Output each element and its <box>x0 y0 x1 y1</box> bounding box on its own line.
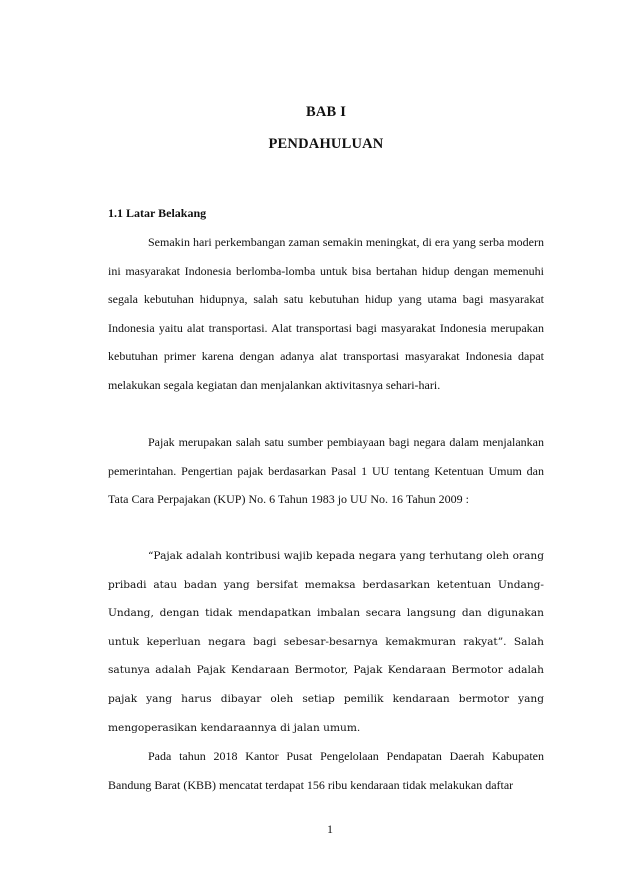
paragraph: Pajak merupakan salah satu sumber pembiayaan bagi negara dalam menjalankan pemerintahan. Pengertian pajak berdasarkan Pasal 1 UU tentang Ketentuan Umum dan Tata Cara Perpajakan (KUP) No. 6 Tahun 1983 jo UU No. 16 Tahun 2009 : <box>108 435 544 507</box>
chapter-title: PENDAHULUAN <box>268 136 384 152</box>
section-heading: 1.1 Latar Belakang <box>108 206 207 220</box>
paragraph-kbb-statistics <box>108 742 544 799</box>
chapter-label: BAB I <box>305 104 347 120</box>
paragraph: Pada tahun 2018 Kantor Pusat Pengelolaan Pendapatan Daerah Kabupaten Bandung Barat (KBB) mencatat terdapat 156 ribu kendaraan tidak melakukan daftar <box>108 749 544 792</box>
paragraph-background <box>108 228 544 400</box>
quote-paragraph: “Pajak adalah kontribusi wajib kepada negara yang terhutang oleh orang pribadi atau badan yang bersifat memaksa berdasarkan ketentuan Undang-Undang, dengan tidak mendapatkan imbalan secara langsung dan digunakan untuk keperluan negara bagi sebesar-besarnya kemakmuran rakyat”. Salah satunya adalah Pajak Kendaraan Bermotor, Pajak Kendaraan Bermotor adalah pajak yang harus dibayar oleh setiap pemilik kendaraan bermotor yang mengoperasikan kendaraannya di jalan umum. <box>108 550 544 734</box>
paragraph-tax-definition-quote <box>108 542 544 742</box>
paragraph: Semakin hari perkembangan zaman semakin meningkat, di era yang serba modern ini masyarakat Indonesia berlomba-lomba untuk bisa bertahan hidup dengan memenuhi segala kebutuhan hidupnya, salah satu kebutuhan hidup yang utama bagi masyarakat Indonesia yaitu alat transportasi. Alat transportasi bagi masyarakat Indonesia merupakan kebutuhan primer karena dengan adanya alat transportasi masyarakat Indonesia dapat melakukan segala kegiatan dan menjalankan aktivitasnya sehari-hari. <box>108 235 544 392</box>
paragraph-tax-definition-intro <box>108 428 544 514</box>
page-number: 1 <box>327 822 333 836</box>
